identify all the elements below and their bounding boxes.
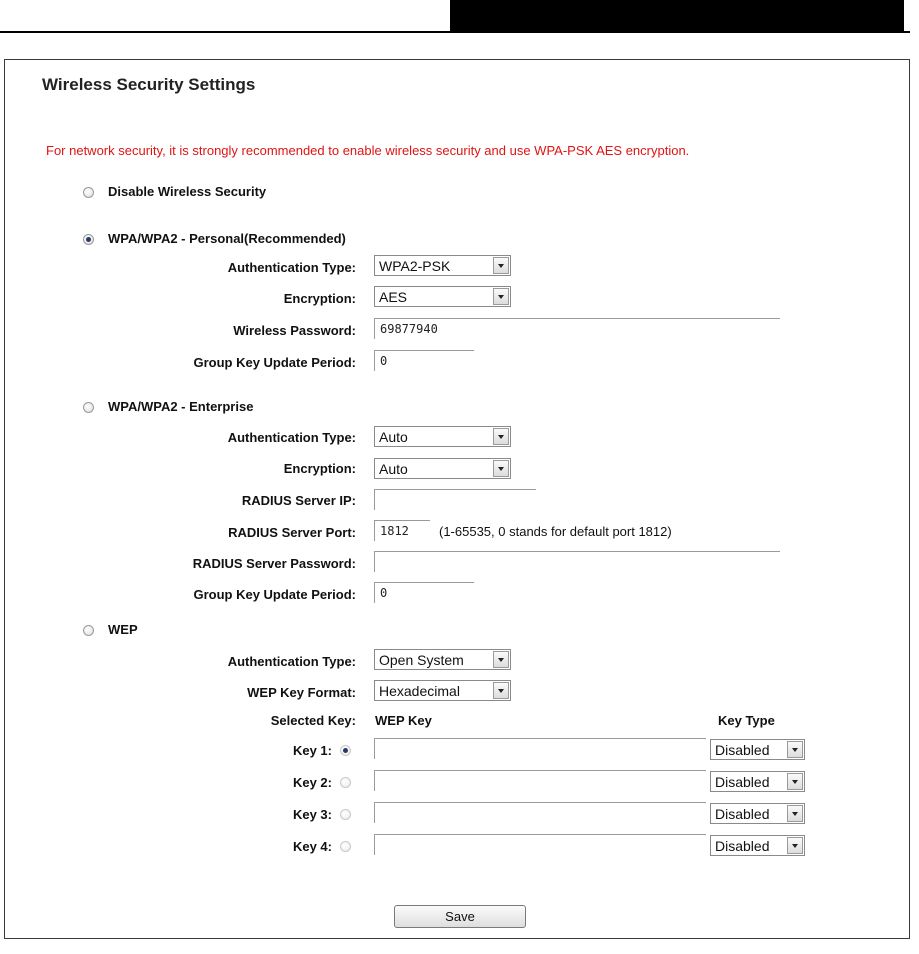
chevron-down-icon [493,428,509,445]
chevron-down-icon [787,773,803,790]
personal-enc-label: Encryption: [283,291,356,306]
key-4-type-value: Disabled [715,838,770,854]
radius-port-label: RADIUS Server Port: [228,525,356,540]
radius-port-value: 1812 [380,524,409,538]
save-button[interactable]: Save [394,905,526,928]
personal-auth-value: WPA2-PSK [379,258,451,274]
security-warning: For network security, it is strongly recommended to enable wireless security and use WPA-PSK AES encryption. [46,143,690,158]
key-2-type-value: Disabled [715,774,770,790]
enterprise-auth-select[interactable] [374,426,511,447]
key-4-type-select[interactable] [710,835,805,856]
enterprise-group-input[interactable] [374,582,474,603]
wep-key-header: WEP Key [375,713,432,728]
enterprise-enc-select[interactable] [374,458,511,479]
key-4-radio[interactable] [340,841,351,852]
key-3-radio[interactable] [340,809,351,820]
personal-group-value: 0 [380,354,388,368]
label-disable-security: Disable Wireless Security [108,184,267,199]
key-1-type-select[interactable] [710,739,805,760]
key-1-label: Key 1: [292,743,332,758]
key-4-label: Key 4: [292,839,332,854]
chevron-down-icon [493,257,509,274]
chevron-down-icon [493,651,509,668]
enterprise-enc-value: Auto [379,461,408,477]
key-3-type-select[interactable] [710,803,805,824]
key-2-input[interactable] [374,770,706,791]
enterprise-enc-label: Encryption: [283,461,356,476]
personal-enc-select[interactable] [374,286,511,307]
label-wpa-enterprise: WPA/WPA2 - Enterprise [108,399,254,414]
key-2-type-select[interactable] [710,771,805,792]
enterprise-group-value: 0 [380,586,388,600]
wep-auth-value: Open System [379,652,464,668]
key-2-radio[interactable] [340,777,351,788]
wep-format-select[interactable] [374,680,511,701]
key-type-header: Key Type [718,713,775,728]
key-2-label: Key 2: [292,775,332,790]
wep-format-label: WEP Key Format: [247,685,356,700]
header-black-bar [450,0,904,31]
personal-password-value: 69877940 [380,322,438,336]
chevron-down-icon [787,805,803,822]
key-1-radio[interactable] [340,745,351,756]
key-1-type-value: Disabled [715,742,770,758]
personal-auth-select[interactable] [374,255,511,276]
radius-port-input[interactable] [374,520,430,541]
personal-group-input[interactable] [374,350,474,371]
personal-password-input[interactable] [374,318,780,339]
radio-wpa-enterprise[interactable] [83,402,94,413]
enterprise-auth-label: Authentication Type: [227,430,356,445]
enterprise-group-label: Group Key Update Period: [193,587,356,602]
key-3-input[interactable] [374,802,706,823]
key-4-input[interactable] [374,834,706,855]
radius-port-note: (1-65535, 0 stands for default port 1812) [439,524,672,539]
chevron-down-icon [493,288,509,305]
selected-key-header: Selected Key: [270,713,356,728]
chevron-down-icon [787,741,803,758]
personal-auth-label: Authentication Type: [227,260,356,275]
header-rule [0,31,910,33]
key-3-type-value: Disabled [715,806,770,822]
radio-wpa-personal[interactable] [83,234,94,245]
enterprise-auth-value: Auto [379,429,408,445]
wep-auth-select[interactable] [374,649,511,670]
chevron-down-icon [493,682,509,699]
radius-password-input[interactable] [374,551,780,572]
label-wpa-personal: WPA/WPA2 - Personal(Recommended) [108,231,346,246]
key-3-label: Key 3: [292,807,332,822]
chevron-down-icon [787,837,803,854]
radius-ip-input[interactable] [374,489,536,510]
key-1-input[interactable] [374,738,706,759]
personal-group-label: Group Key Update Period: [193,355,356,370]
personal-enc-value: AES [379,289,408,305]
chevron-down-icon [493,460,509,477]
radio-disable-security[interactable] [83,187,94,198]
personal-password-label: Wireless Password: [233,323,356,338]
radius-ip-label: RADIUS Server IP: [241,493,356,508]
radius-password-label: RADIUS Server Password: [192,556,356,571]
wep-auth-label: Authentication Type: [227,654,356,669]
page-title: Wireless Security Settings [42,75,256,94]
label-wep: WEP [108,622,138,637]
radio-wep[interactable] [83,625,94,636]
wep-format-value: Hexadecimal [379,683,460,699]
